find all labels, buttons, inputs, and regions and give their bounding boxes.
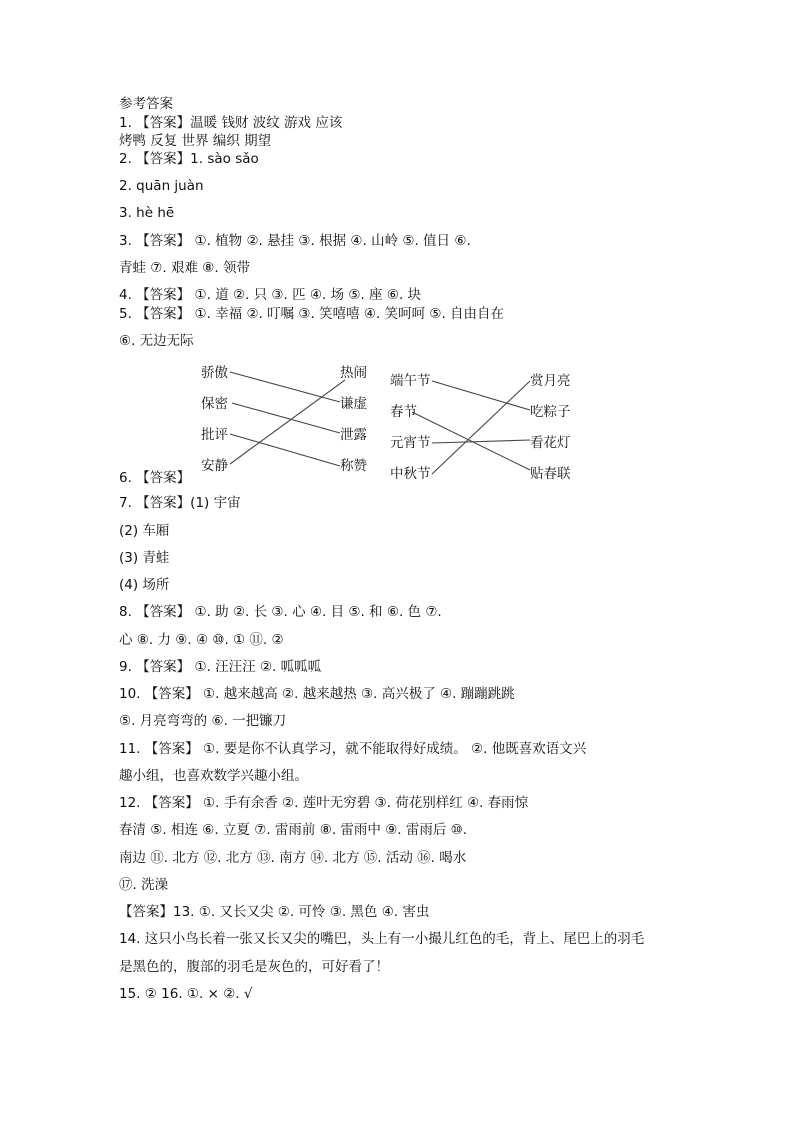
answer-3-line-1: 3. 【答案】 ①. 植物 ②. 悬挂 ③. 根据 ④. 山岭 ⑤. 值日 ⑥.: [119, 233, 471, 249]
answer-1-line-2: 烤鸭 反复 世界 编织 期望: [119, 133, 272, 149]
answer-8-line-1: 8. 【答案】 ①. 助 ②. 长 ③. 心 ④. 目 ⑤. 和 ⑥. 色 ⑦.: [119, 604, 442, 620]
answer-2-line-3: 3. hè hē: [119, 205, 175, 221]
answer-2-line-1: 2. 【答案】1. sào sǎo: [119, 151, 259, 167]
answer-10-line-2: ⑤. 月亮弯弯的 ⑥. 一把镰刀: [119, 713, 287, 729]
answer-12-line-2: 春清 ⑤. 相连 ⑥. 立夏 ⑦. 雷雨前 ⑧. 雷雨中 ⑨. 雷雨后 ⑩.: [119, 822, 468, 838]
answer-7-line-3: (3) 青蛙: [119, 550, 170, 566]
answer-11-line-2: 趣小组，也喜欢数学兴趣小组。: [119, 768, 308, 784]
answer-9-line-1: 9. 【答案】 ①. 汪汪汪 ②. 呱呱呱: [119, 659, 322, 675]
answer-4-line-1: 4. 【答案】 ①. 道 ②. 只 ③. 匹 ④. 场 ⑤. 座 ⑥. 块: [119, 287, 422, 303]
answer-6-label: 6. 【答案】: [119, 470, 191, 486]
answer-5-line-2: ⑥. 无边无际: [119, 333, 194, 349]
answer-3-line-2: 青蛙 ⑦. 艰难 ⑧. 领带: [119, 260, 250, 276]
match-custom: 吃粽子: [530, 404, 571, 420]
match-custom: 贴春联: [530, 466, 571, 482]
answer-8-line-2: 心 ⑧. 力 ⑨. ④ ⑩. ① ⑪. ②: [119, 632, 284, 648]
answer-12-line-1: 12. 【答案】 ①. 手有余香 ②. 莲叶无穷碧 ③. 荷花别样红 ④. 春雨惊: [119, 795, 529, 811]
match-mid-word: 泄露: [340, 427, 367, 443]
match-left-word: 安静: [201, 458, 228, 474]
match-custom: 赏月亮: [530, 373, 571, 389]
match-festival: 元宵节: [390, 435, 431, 451]
match-line-jiaoao-qianxu: [230, 372, 340, 402]
match-left-word: 批评: [201, 427, 228, 443]
match-line-piping-chengzan: [230, 434, 340, 466]
answer-13-line-1: 【答案】13. ①. 又长又尖 ②. 可怜 ③. 黑色 ④. 害虫: [119, 904, 430, 920]
match-mid-word: 热闹: [340, 365, 367, 381]
answer-14-line-2: 是黑色的，腹部的羽毛是灰色的，可好看了！: [119, 959, 389, 975]
match-mid-word: 谦虚: [340, 396, 367, 412]
answer-12-line-4: ⑰. 洗澡: [119, 877, 169, 893]
match-line-yuanxiao-huadeng: [432, 440, 530, 443]
answer-15-16-line: 15. ② 16. ①. × ②. √: [119, 986, 253, 1002]
match-left-word: 保密: [201, 396, 228, 412]
match-mid-word: 称赞: [340, 458, 367, 474]
match-line-anjing-renao: [230, 380, 345, 464]
answer-10-line-1: 10. 【答案】 ①. 越来越高 ②. 越来越热 ③. 高兴极了 ④. 蹦蹦跳跳: [119, 686, 515, 702]
answer-7-line-4: (4) 场所: [119, 577, 170, 593]
answer-7-line-1: 7. 【答案】(1) 宇宙: [119, 495, 241, 511]
match-festival: 中秋节: [390, 466, 431, 482]
answer-2-line-2: 2. quān juàn: [119, 178, 204, 194]
answer-1-line-1: 1. 【答案】温暖 钱财 波纹 游戏 应该: [119, 115, 343, 131]
match-left-word: 骄傲: [201, 365, 228, 381]
answer-14-line-1: 14. 这只小鸟长着一张又长又尖的嘴巴，头上有一小撮儿红色的毛，背上、尾巴上的羽毛: [119, 931, 645, 947]
match-festival: 春节: [390, 404, 417, 420]
answer-7-line-2: (2) 车厢: [119, 523, 170, 539]
page-title: 参考答案: [119, 96, 173, 112]
answer-11-line-1: 11. 【答案】 ①. 要是你不认真学习，就不能取得好成绩。 ②. 他既喜欢语文兴: [119, 741, 587, 757]
match-custom: 看花灯: [530, 435, 571, 451]
answer-5-line-1: 5. 【答案】 ①. 幸福 ②. 叮嘱 ③. 笑嘻嘻 ④. 笑呵呵 ⑤. 自由自在: [119, 306, 505, 322]
match-line-baomi-xielu: [232, 403, 340, 433]
match-festival: 端午节: [390, 373, 431, 389]
answer-12-line-3: 南边 ⑪. 北方 ⑫. 北方 ⑬. 南方 ⑭. 北方 ⑮. 活动 ⑯. 喝水: [119, 850, 467, 866]
